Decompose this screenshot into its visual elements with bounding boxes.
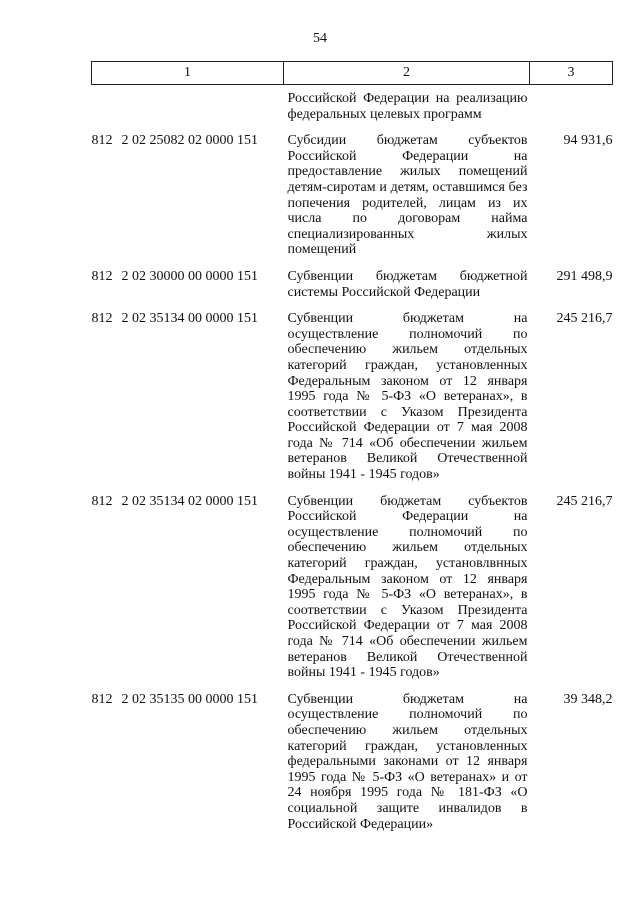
table-row <box>92 258 613 300</box>
table-row <box>92 681 613 832</box>
row-amount: 245 216,7 <box>556 493 613 509</box>
page-number: 54 <box>313 31 327 46</box>
budget-classification-code: 2 02 30000 00 0000 151 <box>121 268 258 284</box>
continuation-description: Российской Федерации на реализацию федеральных целевых программ <box>287 91 528 122</box>
row-description: Субвенции бюджетам бюджетной системы Российской Федерации <box>287 268 528 300</box>
table-row <box>92 300 613 483</box>
row-description: Субвенции бюджетам на осуществление полномочий по обеспечению жильем отдельных категорий граждан, установленных Федеральным законом от 12 января 1995 года № 5-ФЗ «О ветеранах», в соответствии с Указом Президента Российской Федерации от 7 мая 2008 года № 714 «Об обеспечении жильем ветеранов Великой Отечественной войны 1941 - 1945 годов» <box>287 311 528 483</box>
row-description: Субвенции бюджетам субъектов Российской Федерации на осуществление полномочий по обеспечению жильем отдельных категорий граждан, установлвнных Федеральным законом от 12 января 1995 года № 5-ФЗ «О ветеранах», в соответствии с Указом Президента Российской Федерации от 7 мая 2008 года № 714 «Об обеспечении жильем ветеранов Великой Отечественной войны 1941 - 1945 годов» <box>287 493 528 681</box>
admin-code: 812 <box>91 691 113 707</box>
admin-code: 812 <box>91 311 113 327</box>
continuation-code-cell <box>92 85 284 123</box>
column-header-code: 1 <box>92 62 284 85</box>
budget-classification-code: 2 02 35134 02 0000 151 <box>121 493 258 509</box>
row-code-cell <box>92 483 284 681</box>
row-amount: 94 931,6 <box>563 133 613 149</box>
row-code-cell <box>92 258 284 300</box>
row-code-cell <box>92 122 284 258</box>
budget-classification-code: 2 02 25082 02 0000 151 <box>121 133 258 149</box>
admin-code: 812 <box>91 133 113 149</box>
table-header-row <box>92 62 613 85</box>
column-header-amount: 3 <box>530 62 613 85</box>
continuation-amount-cell <box>530 85 613 123</box>
row-description: Субсидии бюджетам субъектов Российской Федерации на предоставление жилых помещений детям-сиротам и детям, оставшимся без попечения родителей, лицам из их числа по договорам найма специализированных жилых помещений <box>287 133 528 258</box>
table-row <box>92 483 613 681</box>
budget-classification-code: 2 02 35135 00 0000 151 <box>121 691 258 707</box>
row-amount: 291 498,9 <box>556 268 613 284</box>
admin-code: 812 <box>91 268 113 284</box>
admin-code: 812 <box>91 493 113 509</box>
row-code-cell <box>92 681 284 832</box>
table-row <box>92 122 613 258</box>
row-amount: 39 348,2 <box>563 691 613 707</box>
table-row-continuation <box>92 85 613 123</box>
column-header-name: 2 <box>284 62 530 85</box>
row-code-cell <box>92 300 284 483</box>
budget-revenue-table <box>91 61 613 832</box>
budget-classification-code: 2 02 35134 00 0000 151 <box>121 311 258 327</box>
row-amount: 245 216,7 <box>556 311 613 327</box>
row-description: Субвенции бюджетам на осуществление полномочий по обеспечению жильем отдельных категорий граждан, установленных федеральными законами от 12 января 1995 года № 5-ФЗ «О ветеранах» и от 24 ноября 1995 года № 181-ФЗ «О социальной защите инвалидов в Российской Федерации» <box>287 691 528 832</box>
